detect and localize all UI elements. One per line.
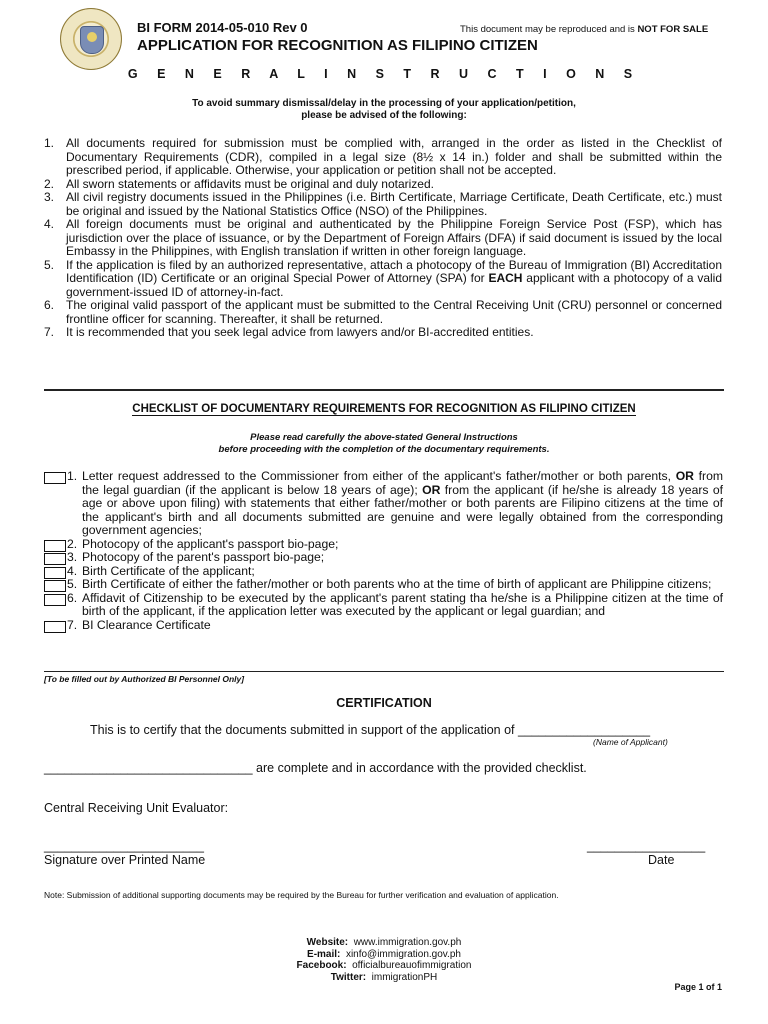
instructions-list xyxy=(44,137,722,340)
instruction-item: 7. It is recommended that you seek legal advice from lawyers and/or BI-accredited entities. xyxy=(44,325,534,339)
instruction-item: 1. All documents required for submission must be complied with, arranged in the order as listed in the Checklist of Documentary Requirements (CDR), compiled in a legal size (8½ x 14 in.) folder and shall be submitted within the prescribed period, if applicable. Otherwise, your application or petition shall not be accepted. xyxy=(44,136,722,177)
checkbox[interactable] xyxy=(44,580,66,592)
checklist-item: 5. Birth Certificate of either the father/mother or both parents who at the time of birth of applicant are Philippine citizens; xyxy=(44,578,723,592)
date-line: _________________ xyxy=(587,839,706,853)
facebook-link[interactable]: officialbureauofimmigration xyxy=(352,960,472,971)
checklist-item: 6. Affidavit of Citizenship to be executed by the applicant's parent stating tha he/she is a Philippine citizen at the time of birth of the applicant, if the application letter was executed by the applicant or legal guardian; and xyxy=(44,592,723,619)
bureau-of-immigration-seal-logo xyxy=(60,8,122,70)
signature-label: Signature over Printed Name xyxy=(44,853,206,867)
checkbox[interactable] xyxy=(44,621,66,633)
checklist-item: 7. BI Clearance Certificate xyxy=(44,619,723,633)
date-label: Date xyxy=(648,853,675,867)
email-link[interactable]: xinfo@immigration.gov.ph xyxy=(345,948,461,960)
page-number: Page 1 of 1 xyxy=(674,982,722,992)
checklist-note: Please read carefully the above-stated General Instructions before proceeding with the completion of the documentary requirements. xyxy=(218,432,550,455)
checklist-item: 1. Letter request addressed to the Commissioner from either of the applicant's father/mother or both parents, OR from the legal guardian (if the applicant is below 18 years of age); OR from the applicant (if he/she is already 18 years of age or above upon filing) with statements that either father/mother or both parents are Filipino citizens at the time of the applicant's birth and all documents submitted are genuine and were legally obtained from the corresponding government agencies; xyxy=(44,470,723,538)
checkbox[interactable] xyxy=(44,540,66,552)
advisory-text: To avoid summary dismissal/delay in the processing of your application/petition, please be advised of the following: xyxy=(192,98,576,121)
checklist-item: 2. Photocopy of the applicant's passport bio-page; xyxy=(44,538,723,552)
general-instructions-heading: G E N E R A L I N S T R U C T I O N S xyxy=(127,67,641,81)
checkbox[interactable] xyxy=(44,553,66,565)
evaluator-label: Central Receiving Unit Evaluator: xyxy=(44,801,229,815)
certification-line-2: ______________________________ are complete and in accordance with the provided checklist. xyxy=(44,761,587,775)
reproduction-notice: This document may be reproduced and is NOT FOR SALE xyxy=(460,24,709,35)
instruction-item: 3. All civil registry documents issued in the Philippines (i.e. Birth Certificate, Marriage Certificate, Death Certificate, etc.) must be original and issued by the National Statistics Office (NSO) of the Philippines. xyxy=(44,190,722,218)
form-number: BI FORM 2014-05-010 Rev 0 xyxy=(137,20,308,35)
website-link[interactable]: www.immigration.gov.ph xyxy=(353,937,462,948)
checklist-title: CHECKLIST OF DOCUMENTARY REQUIREMENTS FOR RECOGNITION AS FILIPINO CITIZEN xyxy=(132,403,636,415)
name-of-applicant-caption: (Name of Applicant) xyxy=(593,737,668,747)
checkbox[interactable] xyxy=(44,594,66,606)
certification-heading: CERTIFICATION xyxy=(336,696,432,710)
section-divider xyxy=(44,389,724,391)
checkbox[interactable] xyxy=(44,567,66,579)
twitter-link[interactable]: immigrationPH xyxy=(371,971,438,983)
section-divider xyxy=(44,671,724,672)
checkbox[interactable] xyxy=(44,472,66,484)
document-title: APPLICATION FOR RECOGNITION AS FILIPINO CITIZEN xyxy=(137,37,538,54)
instruction-item: 4. All foreign documents must be original and authenticated by the Philippine Foreign Service Post (FSP), which has jurisdiction over the place of issuance, or by the Department of Foreign Affairs (DFA) if said document is issued by the local Embassy in the Philippines, with English translation if written in other foreign language. xyxy=(44,217,722,258)
checklist xyxy=(44,470,723,632)
signature-line: _______________________ xyxy=(44,839,204,853)
contact-footer: Website: www.immigration.gov.ph E-mail: xinfo@immigration.gov.ph Facebook: officialbureauofimmigration Twitter: immigrationPH xyxy=(296,937,472,983)
checklist-item: 4. Birth Certificate of the applicant; xyxy=(44,565,723,579)
checklist-item: 3. Photocopy of the parent's passport bio-page; xyxy=(44,551,723,565)
certification-line-1: This is to certify that the documents submitted in support of the application of ___________________ xyxy=(90,723,651,737)
supporting-documents-note: Note: Submission of additional supporting documents may be required by the Bureau for further verification and evaluation of application. xyxy=(44,890,559,900)
instruction-item: 2. All sworn statements or affidavits must be original and duly notarized. xyxy=(44,176,434,191)
personnel-note: [To be filled out by Authorized BI Personnel Only] xyxy=(44,674,245,684)
instruction-item: 5. If the application is filed by an authorized representative, attach a photocopy of the Bureau of Immigration (BI) Accreditation Identification (ID) Certificate or an original Special Power of Attorney (SPA) for EACH applicant with a photocopy of a valid government-issued ID of attorney-in-fact. xyxy=(44,257,722,299)
instruction-item: 6. The original valid passport of the applicant must be submitted to the Central Receiving Unit (CRU) personnel or concerned frontline officer for scanning. Thereafter, it shall be returned. xyxy=(44,298,722,326)
